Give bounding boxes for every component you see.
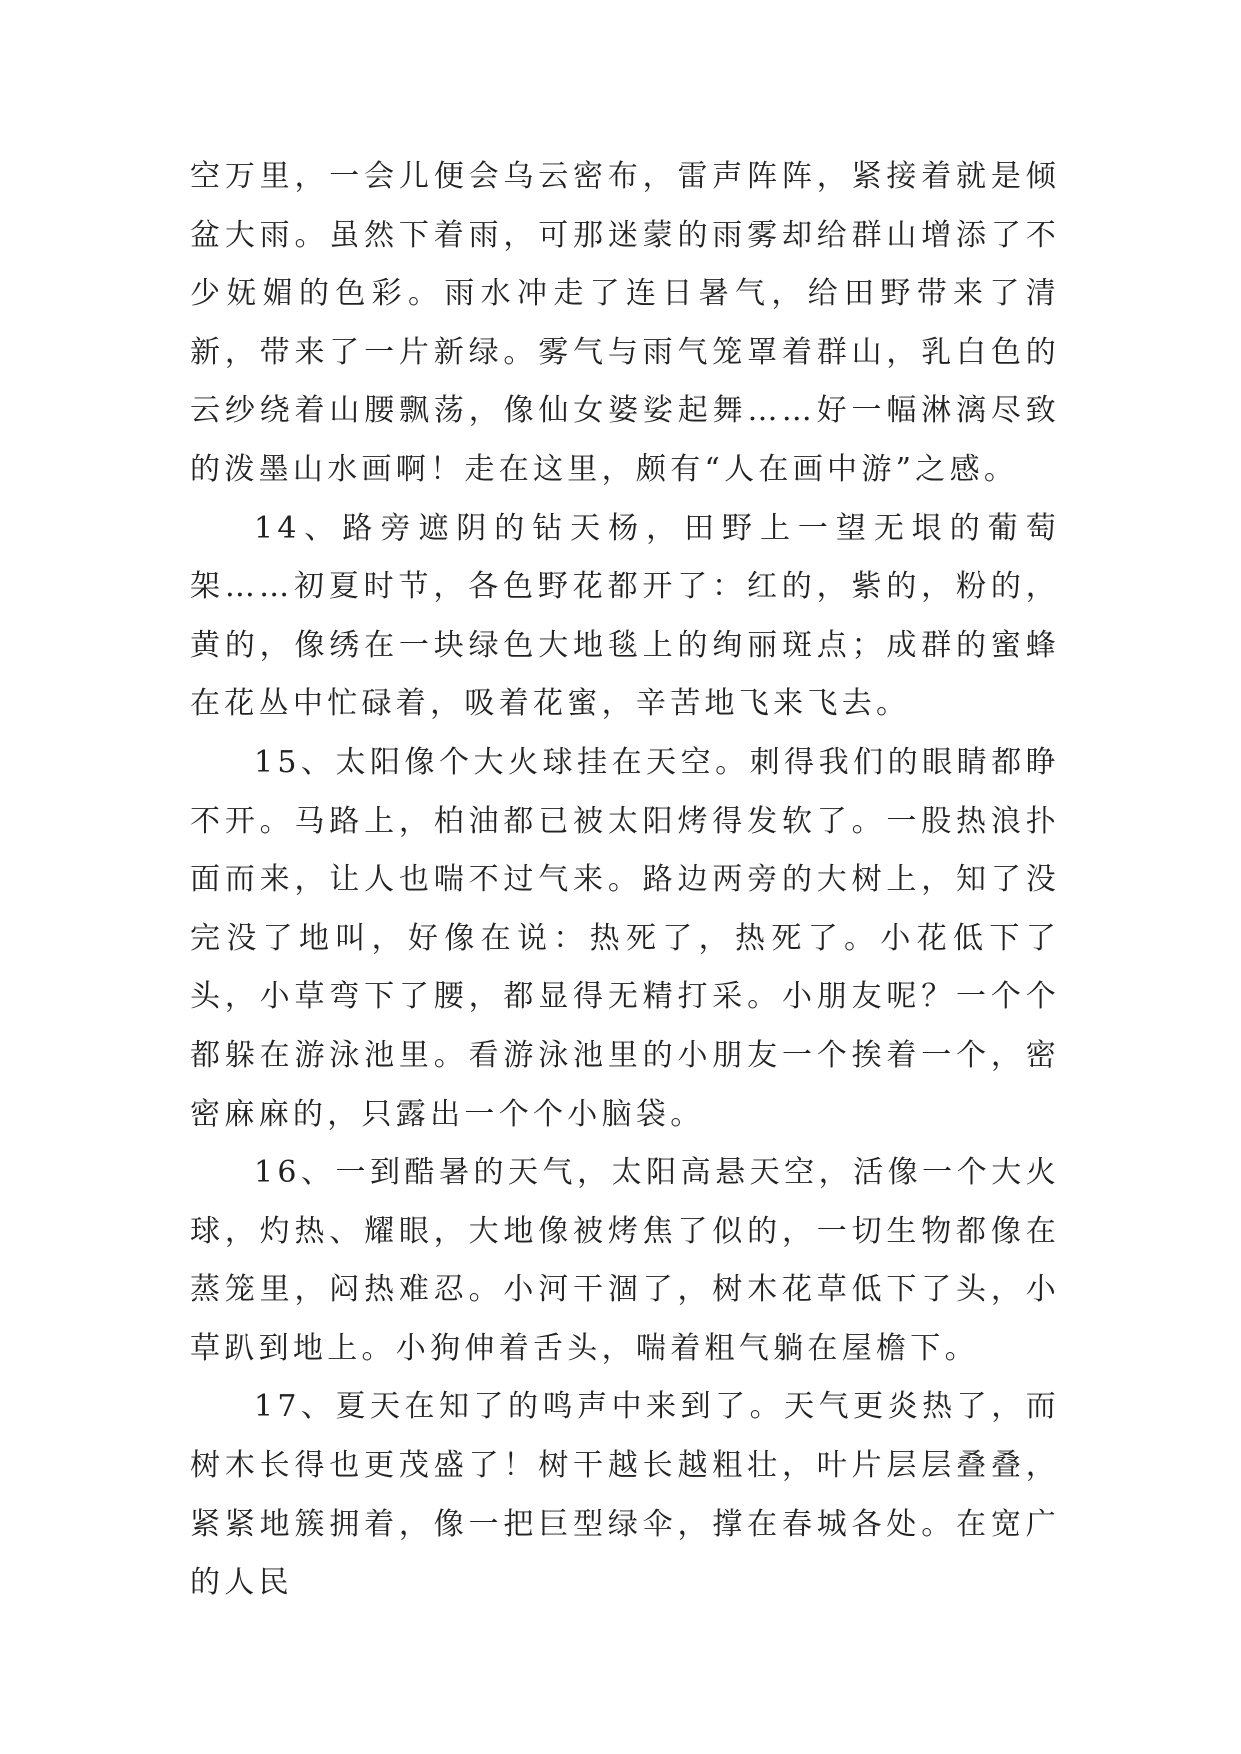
paragraph-14: 14、路旁遮阴的钻天杨，田野上一望无垠的葡萄架……初夏时节，各色野花都开了：红的，紫的，粉的，黄的，像绣在一块绿色大地毯上的绚丽斑点；成群的蜜蜂在花丛中忙碌着，吸着花蜜，辛苦地飞来飞去。 bbox=[190, 510, 1060, 722]
paragraph-17: 17、夏天在知了的鸣声中来到了。天气更炎热了，而树木长得也更茂盛了！树干越长越粗壮，叶片层层叠叠，紧紧地簇拥着，像一把巨型绿伞，撑在春城各处。在宽广的人民 bbox=[190, 1389, 1060, 1601]
paragraph-15: 15、太阳像个大火球挂在天空。刺得我们的眼睛都睁不开。马路上，柏油都已被太阳烤得发软了。一股热浪扑面而来，让人也喘不过气来。路边两旁的大树上，知了没完没了地叫，好像在说：热死了，热死了。小花低下了头，小草弯下了腰，都显得无精打采。小朋友呢？一个个都躲在游泳池里。看游泳池里的小朋友一个挨着一个，密密麻麻的，只露出一个个小脑袋。 bbox=[190, 744, 1060, 1132]
paragraph-16: 16、一到酷暑的天气，太阳高悬天空，活像一个大火球，灼热、耀眼，大地像被烤焦了似的，一切生物都像在蒸笼里，闷热难忍。小河干涸了，树木花草低下了头，小草趴到地上。小狗伸着舌头，喘着粗气躺在屋檐下。 bbox=[190, 1155, 1060, 1366]
document-body bbox=[190, 148, 1060, 1613]
paragraph-continuation: 空万里，一会儿便会乌云密布，雷声阵阵，紧接着就是倾盆大雨。虽然下着雨，可那迷蒙的雨雾却给群山增添了不少妩媚的色彩。雨水冲走了连日暑气，给田野带来了清新，带来了一片新绿。雾气与雨气笼罩着群山，乳白色的云纱绕着山腰飘荡，像仙女婆娑起舞……好一幅淋漓尽致的泼墨山水画啊！走在这里，颇有“人在画中游”之感。 bbox=[190, 159, 1060, 487]
